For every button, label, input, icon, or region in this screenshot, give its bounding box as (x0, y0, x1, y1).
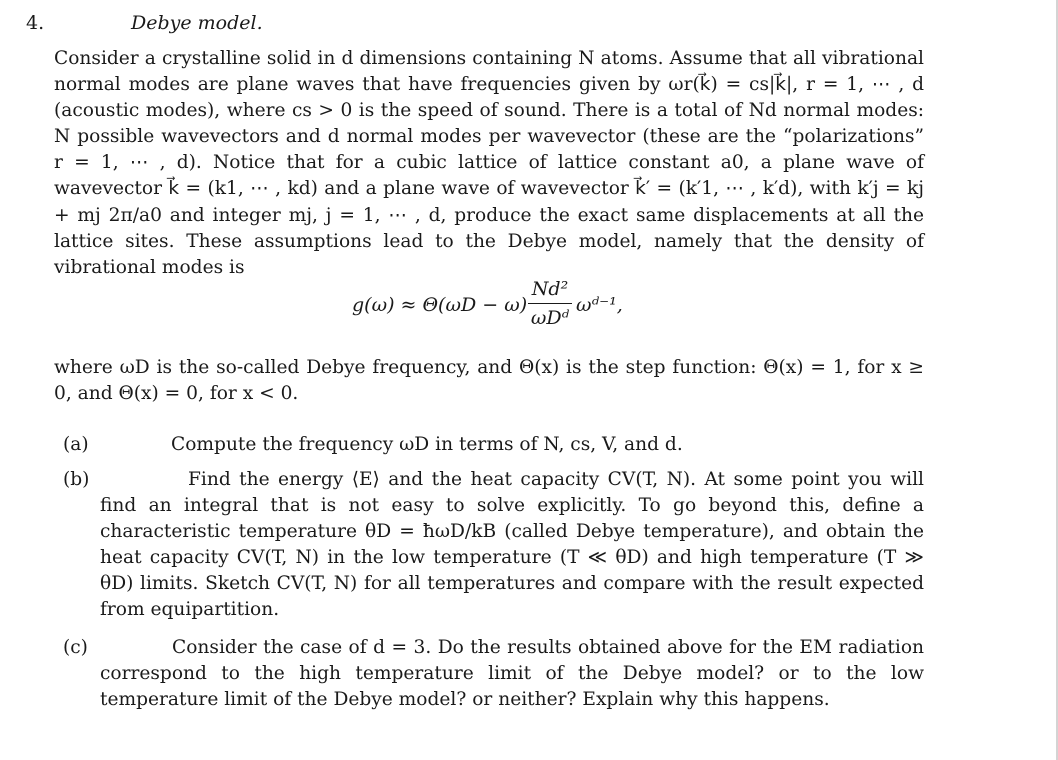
part-a-label: (a) (63, 434, 89, 455)
part-b-label: (b) (63, 469, 90, 490)
equation-rhs: ωᵈ⁻¹, (576, 294, 623, 316)
density-equation (352, 276, 652, 340)
problem-title: Debye model. (131, 12, 263, 34)
equation-fraction (528, 276, 572, 330)
equation-denominator: ωDᵈ (530, 307, 570, 329)
part-b-text: Find the energy ⟨E⟩ and the heat capacity CV(T, N). At some point you will find an integral that is not easy to solve explicitly. To go beyond this, define a characteristic temperature θD = ħωD/kB (called Debye temperature), and obtain the heat capacity CV(T, N) in the low temperature (T ≪ θD) and high temperature (T ≫ θD) limits. Sketch CV(T, N) for all temperatures and compare with the result expected from equipartition. (100, 469, 924, 621)
intro-paragraph: Consider a crystalline solid in d dimensions containing N atoms. Assume that all vibrational normal modes are plane waves that have frequencies given by ωr(k⃗) = cs|k⃗|, r = 1, ⋯ , d (acoustic modes), where cs > 0 is the speed of sound. There is a total of Nd normal modes: N possible wavevectors and d normal modes per wavevector (these are the “polarizations” r = 1, ⋯ , d). Notice that for a cubic lattice of lattice constant a0, a plane wave of wavevector k⃗ = (k1, ⋯ , kd) and a plane wave of wavevector k⃗′ = (k′1, ⋯ , k′d), with k′j = kj + mj 2π/a0 and integer mj, j = 1, ⋯ , d, produce the exact same displacements at all the lattice sites. These assumptions lead to the Debye model, namely that the density of vibrational modes is (54, 48, 924, 278)
part-b-body (100, 467, 924, 624)
part-c-body (100, 635, 924, 713)
part-c-text: Consider the case of d = 3. Do the results obtained above for the EM radiation correspond to the high temperature limit of the Debye model? or to the low temperature limit of the Debye model? or neither? Explain why this happens. (100, 637, 924, 711)
problem-number: 4. (26, 12, 45, 34)
equation-lhs: g(ω) ≈ Θ(ωD − ω) (352, 294, 528, 316)
part-a-text: Compute the frequency ωD in terms of N, cs, V, and d. (171, 434, 683, 455)
part-c-label: (c) (63, 637, 88, 658)
fraction-bar (528, 303, 572, 304)
step-function-paragraph: where ωD is the so-called Debye frequency, and Θ(x) is the step function: Θ(x) = 1, for x ≥ 0, and Θ(x) = 0, for x < 0. (54, 357, 924, 405)
equation-numerator: Nd² (531, 278, 569, 300)
